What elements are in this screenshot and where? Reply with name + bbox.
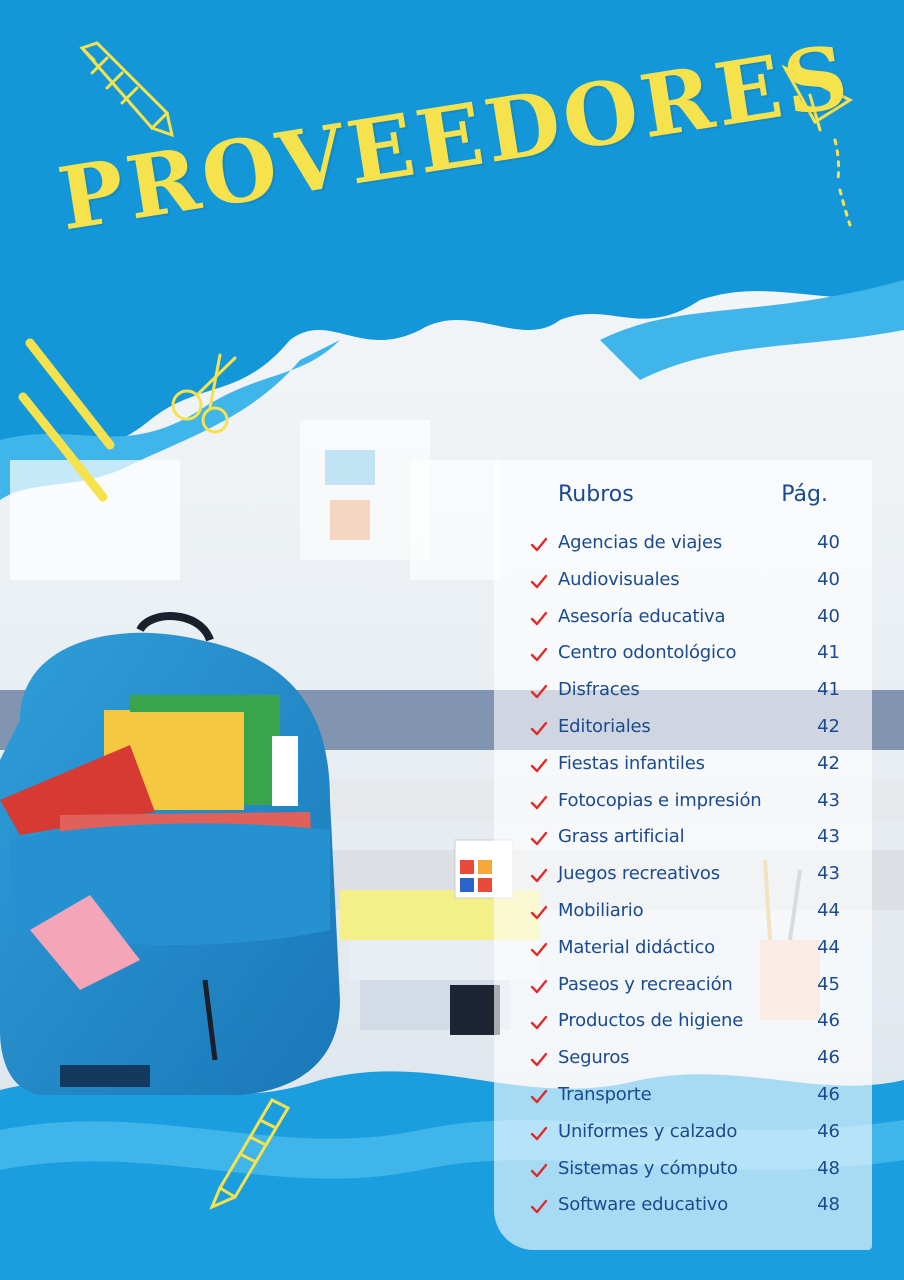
index-item-label: Material didáctico: [558, 936, 715, 958]
check-icon: [530, 1088, 548, 1106]
scissors-doodle-icon: [165, 350, 255, 440]
pencil-doodle-bottom-icon: [200, 1092, 295, 1212]
index-row: [530, 677, 840, 714]
check-icon: [530, 1198, 548, 1216]
index-row: [530, 824, 840, 861]
index-row: [530, 1008, 840, 1045]
index-item-page: 44: [817, 936, 840, 958]
index-item-label: Agencias de viajes: [558, 532, 723, 553]
check-icon: [530, 1125, 548, 1143]
index-item-page: 40: [817, 568, 840, 590]
index-row: [530, 714, 840, 751]
yellow-stripes-decoration: [15, 335, 115, 505]
index-list: [530, 530, 840, 1229]
index-item-page: 40: [817, 605, 840, 627]
index-item-page: 42: [817, 752, 840, 774]
index-item-page: 41: [817, 642, 840, 664]
check-icon: [530, 573, 548, 591]
index-header: [558, 482, 828, 516]
index-row: [530, 972, 840, 1009]
check-icon: [530, 794, 548, 812]
index-item-page: 43: [817, 863, 840, 885]
index-item-label: Mobiliario: [558, 899, 644, 921]
index-row: [530, 640, 840, 677]
index-row: [530, 530, 840, 567]
check-icon: [530, 646, 548, 664]
index-row: [530, 1045, 840, 1082]
check-icon: [530, 1162, 548, 1180]
check-icon: [530, 610, 548, 628]
index-item-label: Transporte: [558, 1083, 652, 1105]
index-item-label: Asesoría educativa: [558, 605, 726, 627]
index-row: [530, 751, 840, 788]
index-item-page: 48: [817, 1157, 840, 1179]
check-icon: [530, 867, 548, 885]
index-row: [530, 1119, 840, 1156]
check-icon: [530, 757, 548, 775]
index-row: [530, 567, 840, 604]
index-item-page: 46: [817, 1010, 840, 1032]
index-item-page: 46: [817, 1120, 840, 1142]
index-item-label: Paseos y recreación: [558, 973, 733, 995]
index-item-label: Fotocopias e impresión: [558, 789, 762, 811]
index-row: [530, 935, 840, 972]
index-row: [530, 898, 840, 935]
index-item-page: 43: [817, 789, 840, 811]
check-icon: [530, 1014, 548, 1032]
check-icon: [530, 978, 548, 996]
rubros-heading: Rubros: [558, 482, 634, 507]
index-item-page: 44: [817, 899, 840, 921]
check-icon: [530, 536, 548, 554]
index-item-page: 42: [817, 715, 840, 737]
index-item-page: 40: [817, 532, 840, 553]
index-row: [530, 1082, 840, 1119]
index-item-page: 43: [817, 826, 840, 848]
check-icon: [530, 720, 548, 738]
index-item-label: Uniformes y calzado: [558, 1120, 738, 1142]
page-title: PROVEEDORES: [52, 25, 859, 251]
index-item-page: 48: [817, 1194, 840, 1216]
index-panel: [494, 460, 872, 1250]
index-item-page: 46: [817, 1083, 840, 1105]
index-item-label: Grass artificial: [558, 826, 685, 848]
index-item-label: Audiovisuales: [558, 568, 680, 590]
index-item-label: Sistemas y cómputo: [558, 1157, 738, 1179]
check-icon: [530, 904, 548, 922]
check-icon: [530, 683, 548, 701]
check-icon: [530, 1051, 548, 1069]
index-row: [530, 1156, 840, 1193]
index-item-label: Juegos recreativos: [558, 863, 720, 885]
index-item-label: Seguros: [558, 1047, 630, 1069]
check-icon: [530, 830, 548, 848]
index-row: [530, 788, 840, 825]
index-item-page: 46: [817, 1047, 840, 1069]
index-item-page: 45: [817, 973, 840, 995]
index-row: [530, 861, 840, 898]
index-item-label: Disfraces: [558, 679, 640, 701]
check-icon: [530, 941, 548, 959]
index-item-label: Productos de higiene: [558, 1010, 744, 1032]
page-heading: Pág.: [781, 482, 828, 507]
index-item-label: Software educativo: [558, 1194, 729, 1216]
pencil-doodle-icon: [72, 38, 182, 138]
index-item-label: Centro odontológico: [558, 642, 737, 664]
index-item-label: Editoriales: [558, 715, 651, 737]
index-row: [530, 1192, 840, 1229]
index-item-label: Fiestas infantiles: [558, 752, 705, 774]
index-item-page: 41: [817, 679, 840, 701]
index-row: [530, 604, 840, 641]
